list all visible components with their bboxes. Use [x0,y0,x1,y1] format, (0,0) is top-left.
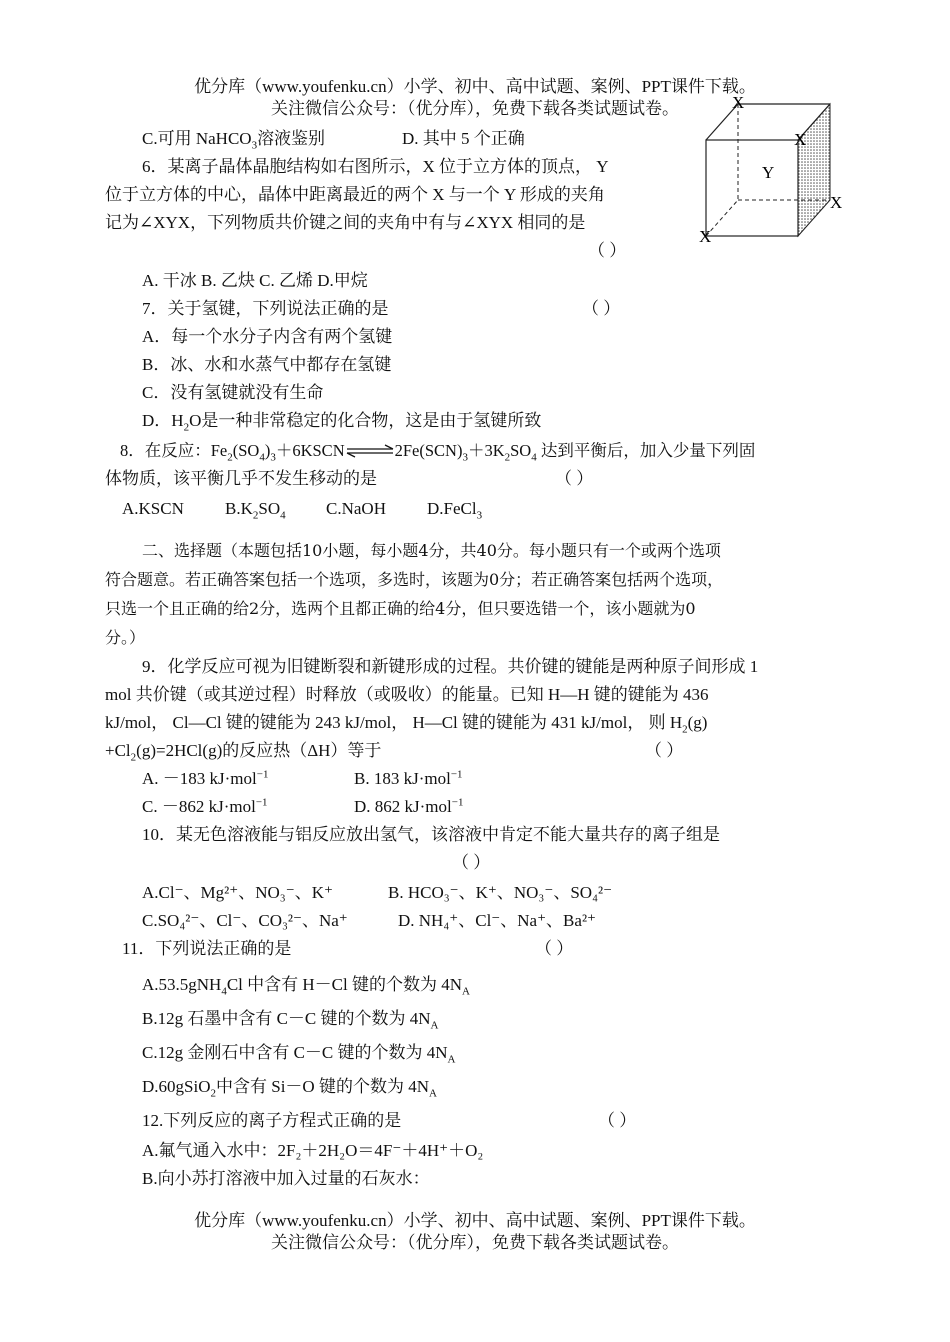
section2-line-3: 只选一个且正确的给2分，选两个且都正确的给4分，但只要选错一个，该小题就为0 [105,599,696,618]
q8-option-d: D.FeCl$_3$ [427,499,483,522]
q10-option-a: A.Cl⁻、Mg²⁺、NO₃⁻、K⁺ [142,883,333,902]
q5-option-d: D. 其中 5 个正确 [402,129,525,148]
q11-option-b: B.12g 石墨中含有 C－C 键的个数为 $4N_A$ [142,1009,439,1032]
q9-line-3: kJ/mol， Cl—Cl 键的键能为 243 kJ/mol， H—Cl 键的键能为 431 kJ/mol， 则 $H_2(g)$ [105,713,708,736]
q12-option-b: B.向小苏打溶液中加入过量的石灰水： [142,1169,430,1188]
q10-option-b: B. HCO₃⁻、K⁺、NO₃⁻、SO₄²⁻ [388,883,613,902]
q9-line-2: mol 共价键（或其逆过程）时释放（或吸收）的能量。已知 H—H 键的键能为 436 [105,685,709,704]
label-x-top: X [732,93,745,112]
label-y-center: Y [762,163,775,182]
q8-answer-paren: （ ） [555,469,594,488]
q11-option-a: A.53.5gNH$_4$Cl 中含有 H－Cl 键的个数为 $4N_A$ [142,975,470,998]
header-line-1: 优分库（www.youfenku.cn）小学、初中、高中试题、案例、PPT课件下载。 [194,77,756,96]
label-x-side: X [830,193,843,212]
label-x-bottom: X [699,227,712,246]
section2-line-2: 符合题意。若正确答案包括一个选项，多选时，该题为0分；若正确答案包括两个选项， [105,570,724,589]
q9-answer-paren: （ ） [645,741,684,760]
q6-line-3: 记为∠XYX，下列物质共价键之间的夹角中有与∠XYX 相同的是 [105,213,586,232]
q7-answer-paren: （ ） [582,299,621,318]
q9-option-b: B. 183 kJ·mol$^{-1}$ [354,768,463,788]
q7-option-a: A．每一个水分子内含有两个氢键 [142,327,393,346]
equilibrium-arrow-icon [345,444,395,458]
q8-line-2: 体物质，该平衡几乎不发生移动的是 [105,469,377,488]
q7-stem: 7．关于氢键，下列说法正确的是 [142,299,389,318]
q6-line-1: 6．某离子晶体晶胞结构如右图所示，X 位于立方体的顶点， Y [142,157,609,176]
header-line-2: 关注微信公众号：（优分库），免费下载各类试题试卷。 [271,99,679,118]
q11-stem: 11．下列说法正确的是 [122,939,292,958]
q6-line-2: 位于立方体的中心，晶体中距离最近的两个 X 与一个 Y 形成的夹角 [105,185,605,204]
section2-line-4: 分。） [105,628,146,647]
q7-option-d: D．$H_2O$是一种非常稳定的化合物，这是由于氢键所致 [142,411,542,434]
q10-option-c: C.SO₄²⁻、Cl⁻、CO₃²⁻、Na⁺ [142,911,348,930]
q9-option-c: C. －862 kJ·mol$^{-1}$ [142,796,268,816]
q11-option-d: D.60gSiO$_2$中含有 Si－O 键的个数为 $4N_A$ [142,1077,437,1100]
q7-option-c: C．没有氢键就没有生命 [142,383,324,402]
q11-option-c: C.12g 金刚石中含有 C－C 键的个数为 $4N_A$ [142,1043,456,1066]
q8-option-c: C.NaOH [326,499,386,518]
q12-option-a: A.氟气通入水中：2F₂＋2H₂O＝4F⁻＋4H⁺＋O₂ [142,1141,484,1160]
q8-option-a: A.KSCN [122,499,184,518]
label-x-right: X [794,130,807,149]
q10-option-d: D. NH₄⁺、Cl⁻、Na⁺、Ba²⁺ [398,911,597,930]
q8-line-1: 8．在反应：$Fe_2(SO_4)_3+6KSCN$ $2Fe(SCN)_3+3K_2SO_4$ 达到平衡后，加入少量下列固 [120,441,756,464]
q10-stem: 10．某无色溶液能与铝反应放出氢气，该溶液中肯定不能大量共存的离子组是 [142,825,720,844]
q9-line-1: 9．化学反应可视为旧键断裂和新键形成的过程。共价键的键能是两种原子间形成 1 [142,657,759,676]
q12-answer-paren: （ ） [598,1111,637,1130]
q7-option-b: B．冰、水和水蒸气中都存在氢键 [142,355,392,374]
section2-line-1: 二、选择题（本题包括10小题，每小题4分，共40分。每小题只有一个或两个选项 [142,541,721,560]
footer-line-2: 关注微信公众号：（优分库），免费下载各类试题试卷。 [271,1233,679,1252]
q10-answer-paren: （ ） [452,853,491,872]
q5-option-c: C.可用 NaHCO$_3$溶液鉴别 [142,129,326,152]
q9-line-4: $+Cl_2(g)=2HCl(g)$的反应热（ΔH）等于 [105,741,382,764]
q8-option-b: $B.K_2SO_4$ [225,499,286,522]
q11-answer-paren: （ ） [535,939,574,958]
q6-options: A. 干冰 B. 乙炔 C. 乙烯 D.甲烷 [142,271,368,290]
q9-option-a: A. －183 kJ·mol$^{-1}$ [142,768,269,788]
q9-option-d: D. 862 kJ·mol$^{-1}$ [354,796,464,816]
q6-answer-paren: （ ） [588,241,627,260]
crystal-cell-figure [690,92,860,252]
footer-line-1: 优分库（www.youfenku.cn）小学、初中、高中试题、案例、PPT课件下载。 [194,1211,756,1230]
q12-stem: 12.下列反应的离子方程式正确的是 [142,1111,402,1130]
